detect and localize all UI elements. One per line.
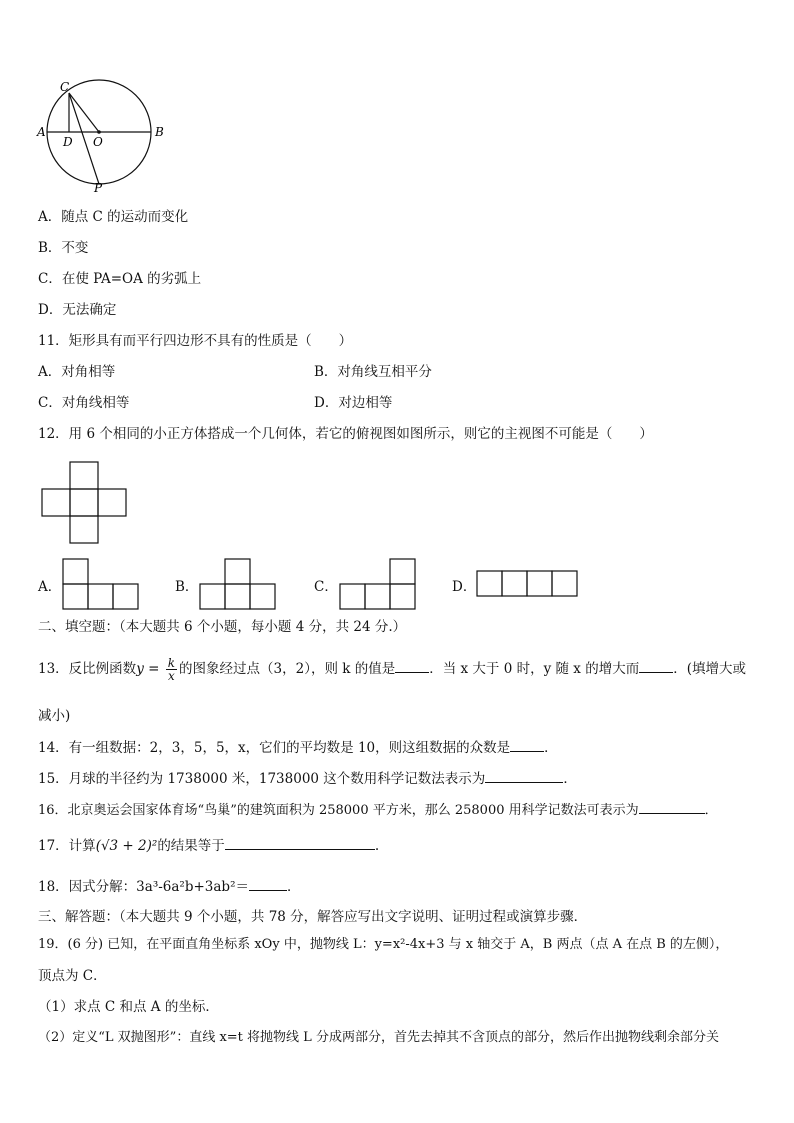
- q12-option-c-figure: [338, 557, 418, 612]
- q12-option-a-label: A．: [38, 579, 62, 595]
- q14-end: ．: [544, 740, 558, 756]
- q13-eq: =: [143, 661, 164, 677]
- q17-end: .: [374, 838, 380, 854]
- q17-text-2: 的结果等于: [157, 838, 225, 854]
- q13-continuation: 减小): [38, 708, 71, 724]
- label-d: D: [63, 135, 73, 149]
- label-p: P: [94, 181, 103, 195]
- q12-option-a-figure: [60, 557, 140, 612]
- circle-figure: [32, 80, 162, 195]
- q17-blank[interactable]: [225, 836, 375, 850]
- q13-y: y: [136, 661, 144, 677]
- q14-blank[interactable]: [510, 738, 544, 752]
- label-c: C: [60, 80, 70, 94]
- q13-fraction: [166, 657, 177, 682]
- q15-blank[interactable]: [485, 769, 563, 783]
- q17-text: 17．计算: [38, 838, 96, 854]
- q15-end: ．: [563, 771, 577, 787]
- section-3-heading: 三、解答题：（本大题共 9 个小题，共 78 分，解答应写出文字说明、证明过程或演算步骤．: [38, 909, 588, 925]
- q18-line: [38, 877, 300, 896]
- segment-co: [69, 93, 99, 132]
- q11-stem: 11．矩形具有而平行四边形不具有的性质是（ ）: [38, 333, 353, 349]
- q13-blank-2[interactable]: [639, 659, 673, 673]
- label-o: O: [93, 135, 103, 149]
- q19-line-1: 19．(6 分) 已知，在平面直角坐标系 xOy 中，抛物线 L：y=x²-4x+3 与 x 轴交于 A，B 两点（点 A 在点 B 的左侧），: [38, 937, 729, 952]
- q13-part3: ．当 x 大于 0 时，y 随 x 的增大而: [429, 661, 640, 677]
- q16-line: [38, 800, 718, 820]
- q13-line: [38, 654, 746, 684]
- q12-option-d-figure: [476, 570, 581, 600]
- q10-option-d: D．无法确定: [38, 302, 117, 318]
- q14-line: [38, 738, 558, 757]
- section-2-heading: 二、填空题：（本大题共 6 个小题，每小题 4 分，共 24 分.）: [38, 619, 407, 635]
- q12-option-b-figure: [198, 557, 278, 612]
- q13-blank-1[interactable]: [395, 659, 429, 673]
- q18-end: ．: [286, 879, 301, 895]
- q11-option-b: B．对角线互相平分: [314, 364, 432, 380]
- q19-line-3: （1）求点 C 和点 A 的坐标．: [38, 999, 219, 1015]
- q13-denominator: x: [167, 669, 175, 683]
- q12-option-c-label: C．: [314, 579, 338, 595]
- center-dot: [97, 130, 101, 134]
- q10-option-c: C．在使 PA=OA 的劣弧上: [38, 271, 202, 287]
- q19-line-2: 顶点为 C．: [38, 968, 107, 984]
- q19-line-4: （2）定义“L 双抛图形”：直线 x=t 将抛物线 L 分成两部分，首先去掉其不含顶点的部分，然后作出抛物线剩余部分关: [38, 1030, 719, 1045]
- q13-part2: 的图象经过点（3，2），则 k 的值是: [179, 661, 396, 677]
- q16-text: 16．北京奥运会国家体育场“鸟巢”的建筑面积为 258000 平方米，那么 258000 用科学记数法可表示为: [38, 803, 639, 818]
- q14-text: 14．有一组数据：2，3，5，5，x，它们的平均数是 10，则这组数据的众数是: [38, 740, 511, 756]
- q15-text: 15．月球的半径约为 1738000 米，1738000 这个数用科学记数法表示为: [38, 771, 486, 787]
- q10-option-b: B．不变: [38, 240, 89, 256]
- q15-line: [38, 769, 577, 788]
- q17-expression: (√3 + 2)²: [95, 838, 158, 854]
- q12-option-d-label: D．: [452, 579, 477, 595]
- label-b: B: [155, 125, 164, 139]
- label-a: A: [37, 125, 46, 139]
- q12-stem: 12．用 6 个相同的小正方体搭成一个几何体，若它的俯视图如图所示，则它的主视图不可能是（ ）: [38, 426, 653, 442]
- top-view-figure: [40, 460, 130, 550]
- q13-part1: 13．反比例函数: [38, 661, 137, 677]
- q10-option-a: A．随点 C 的运动而变化: [38, 209, 189, 225]
- q16-end: ．: [704, 803, 718, 818]
- q11-option-c: C．对角线相等: [38, 395, 130, 411]
- q18-blank[interactable]: [249, 877, 287, 891]
- q18-text: 18．因式分解：3a³-6a²b+3ab²＝: [38, 879, 249, 895]
- q11-option-d: D．对边相等: [314, 395, 393, 411]
- q16-blank[interactable]: [639, 800, 705, 814]
- q13-numerator: k: [167, 656, 176, 670]
- q17-line: [38, 836, 379, 855]
- q13-part4: ．(填增大或: [673, 661, 746, 677]
- q12-option-b-label: B．: [175, 579, 199, 595]
- q11-option-a: A．对角相等: [38, 364, 116, 380]
